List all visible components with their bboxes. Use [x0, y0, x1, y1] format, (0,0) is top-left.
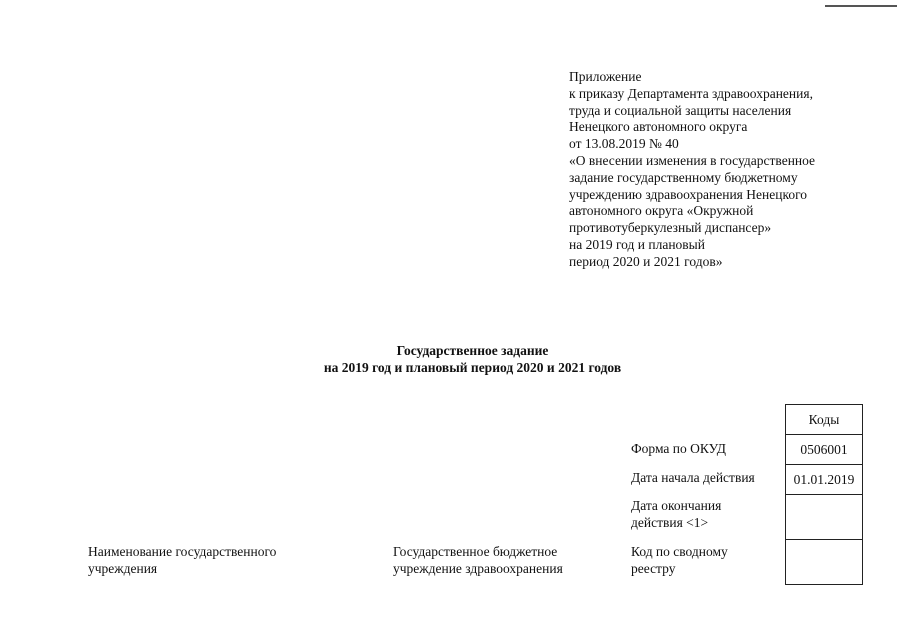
appendix-line: «О внесении изменения в государственное	[569, 152, 816, 168]
appendix-line: к приказу Департамента здравоохранения,	[569, 85, 813, 101]
start-date-label: Дата начала действия	[631, 470, 755, 485]
reestr-code-cell	[786, 540, 863, 585]
appendix-line: на 2019 год и плановый	[569, 236, 705, 252]
document-title	[0, 342, 905, 376]
end-date-label	[631, 497, 721, 531]
reestr-label-line2: реестру	[631, 561, 676, 576]
okud-label: Форма по ОКУД	[631, 441, 727, 456]
institution-name-value	[393, 543, 563, 577]
institution-name-label-line1: Наименование государственного	[88, 544, 277, 559]
institution-name-value-line2: учреждение здравоохранения	[393, 561, 563, 576]
institution-name-value-line1: Государственное бюджетное	[393, 544, 558, 559]
end-date-cell	[786, 495, 863, 540]
document-title-line1: Государственное задание	[396, 343, 549, 358]
okud-code-cell: 0506001	[786, 435, 863, 465]
start-date-cell: 01.01.2019	[786, 465, 863, 495]
scan-edge-mark	[825, 5, 897, 7]
appendix-line: от 13.08.2019 № 40	[569, 136, 679, 152]
appendix-line: Ненецкого автономного округа	[569, 119, 748, 135]
appendix-line: период 2020 и 2021 годов»	[569, 253, 723, 269]
appendix-line: учреждению здравоохранения Ненецкого	[569, 186, 808, 202]
codes-table	[785, 404, 863, 585]
reestr-label-line1: Код по сводному	[631, 544, 728, 559]
appendix-note	[569, 69, 869, 271]
appendix-line: противотуберкулезный диспансер»	[569, 220, 772, 236]
end-date-label-line1: Дата окончания	[631, 498, 722, 513]
institution-name-label	[88, 543, 276, 577]
reestr-label	[631, 543, 728, 577]
appendix-line: труда и социальной защиты населения	[569, 102, 792, 118]
appendix-line: Приложение	[569, 69, 642, 84]
end-date-label-line2: действия <1>	[631, 515, 709, 530]
institution-name-label-line2: учреждения	[88, 561, 158, 576]
document-title-line2: на 2019 год и плановый период 2020 и 2021 годов	[323, 360, 622, 375]
codes-header: Коды	[786, 405, 863, 435]
appendix-line: задание государственному бюджетному	[569, 169, 798, 185]
appendix-line: автономного округа «Окружной	[569, 203, 754, 219]
